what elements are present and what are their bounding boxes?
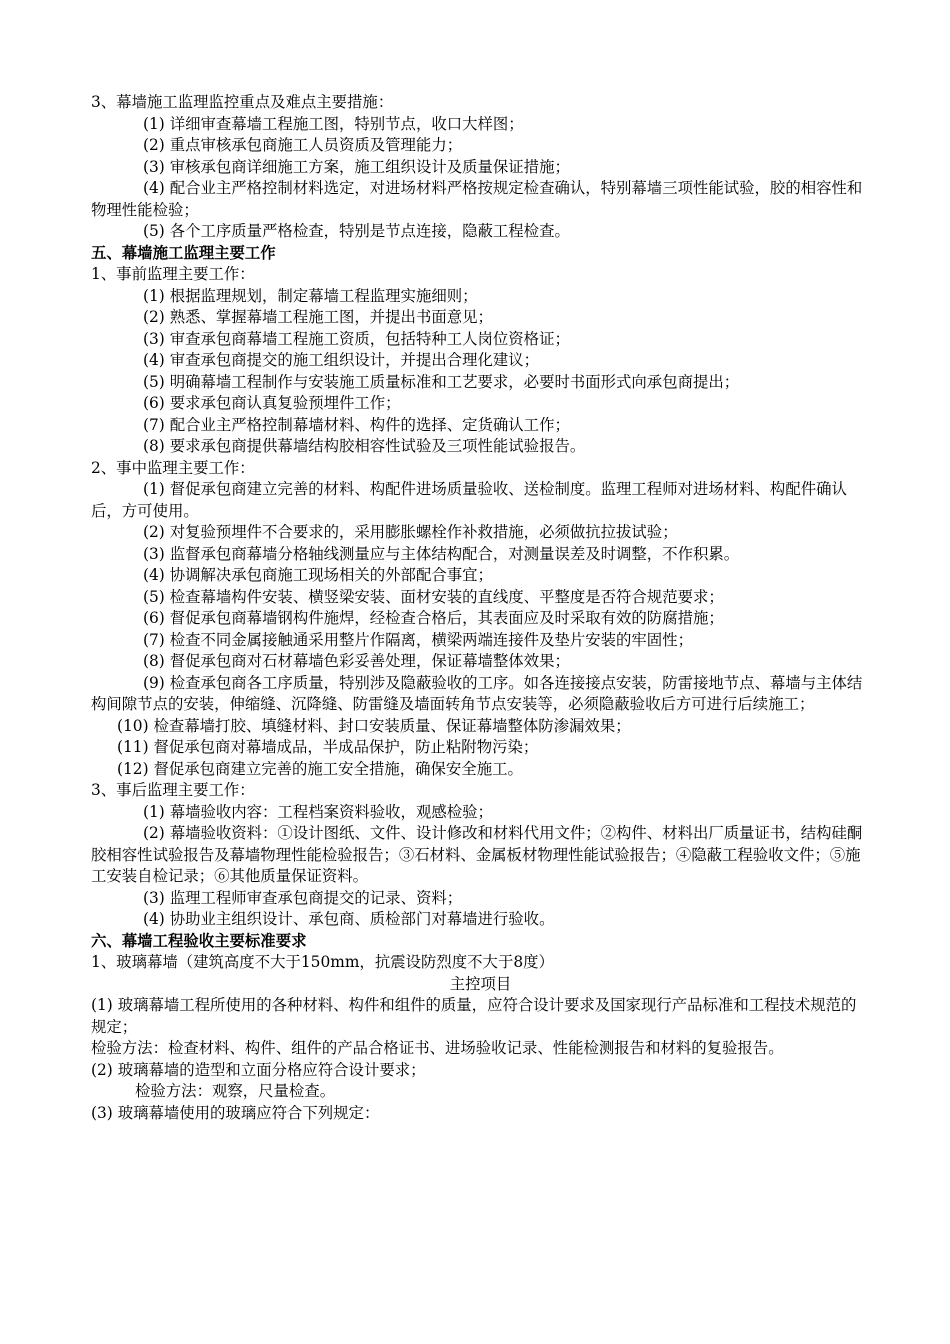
paragraph: (5) 明确幕墙工程制作与安装施工质量标准和工艺要求，必要时书面形式向承包商提出； (143, 372, 740, 391)
paragraph: 1、事前监理主要工作： (91, 265, 255, 283)
paragraph: (4) 协助业主组织设计、承包商、质检部门对幕墙进行验收。 (143, 910, 555, 928)
section-heading: 六、幕墙工程验收主要标准要求 (91, 931, 307, 950)
paragraph: (5) 各个工序质量严格检查，特别是节点连接，隐蔽工程检查。 (143, 222, 570, 240)
paragraph: (1) 玻璃幕墙工程所使用的各种材料、构件和组件的质量，应符合设计要求及国家现行产品标准和工程技术规范的规定； (91, 996, 857, 1036)
paragraph: (12) 督促承包商建立完善的施工安全措施，确保安全施工。 (117, 759, 523, 778)
paragraph: (3) 审查承包商幕墙工程施工资质，包括特种工人岗位资格证； (143, 329, 570, 348)
paragraph: (4) 协调解决承包商施工现场相关的外部配合事宜； (143, 566, 493, 584)
paragraph: (5) 检查幕墙构件安装、横竖梁安装、面材安装的直线度、平整度是否符合规范要求； (143, 587, 724, 606)
paragraph: (2) 玻璃幕墙的造型和立面分格应符合设计要求； (91, 1060, 426, 1079)
paragraph: (9) 检查承包商各工序质量，特别涉及隐蔽验收的工序。如各连接接点安装，防雷接地节点、幕墙与主体结构间隙节点的安装，伸缩缝、沉降缝、防雷缝及墙面转角节点安装等，必须隐蔽验收后方可进行后续施工； (91, 673, 863, 713)
paragraph: (2) 对复验预埋件不合要求的，采用膨胀螺栓作补救措施，必须做抗拉拔试验； (143, 523, 678, 541)
paragraph: 2、事中监理主要工作： (91, 458, 255, 477)
paragraph: (11) 督促承包商对幕墙成品，半成品保护，防止粘附物污染； (117, 738, 539, 756)
paragraph: (1) 根据监理规划，制定幕墙工程监理实施细则； (143, 286, 478, 305)
paragraph: (8) 督促承包商对石材幕墙色彩妥善处理，保证幕墙整体效果； (143, 652, 570, 670)
paragraph: (2) 熟悉、掌握幕墙工程施工图，并提出书面意见； (143, 308, 493, 326)
paragraph: (3) 玻璃幕墙使用的玻璃应符合下列规定： (91, 1103, 380, 1122)
section-heading: 五、幕墙施工监理主要工作 (91, 243, 276, 262)
paragraph: (2) 幕墙验收资料：①设计图纸、文件、设计修改和材料代用文件；②构件、材料出厂质量证书，结构硅酮胶相容性试验报告及幕墙物理性能检验报告；③石材料、金属板材物理性能试验报告；④隐蔽工程验收文件；⑤施工安装自检记录；⑥其他质量保证资料。 (91, 824, 863, 885)
paragraph: 1、玻璃幕墙（建筑高度不大于150mm，抗震设防烈度不大于8度） (91, 953, 554, 971)
paragraph: (7) 检查不同金属接触通采用整片作隔离，横梁两端连接件及垫片安装的牢固性； (143, 630, 693, 649)
paragraph: (10) 检查幕墙打胶、填缝材料、封口安装质量、保证幕墙整体防渗漏效果； (117, 716, 631, 735)
paragraph: (4) 审查承包商提交的施工组织设计，并提出合理化建议； (143, 351, 540, 369)
paragraph: (3) 监理工程师审查承包商提交的记录、资料； (143, 888, 463, 907)
paragraph: (1) 详细审查幕墙工程施工图，特别节点，收口大样图； (143, 114, 524, 133)
paragraph: (8) 要求承包商提供幕墙结构胶相容性试验及三项性能试验报告。 (143, 437, 586, 455)
paragraph: 检验方法：检查材料、构件、组件的产品合格证书、进场验收记录、性能检测报告和材料的复验报告。 (91, 1039, 784, 1057)
subheading: 主控项目 (449, 974, 512, 993)
paragraph: (6) 督促承包商幕墙钢构件施焊，经检查合格后，其表面应及时采取有效的防腐措施； (143, 609, 724, 627)
paragraph: (7) 配合业主严格控制幕墙材料、构件的选择、定货确认工作； (143, 415, 570, 434)
paragraph: (4) 配合业主严格控制材料选定，对进场材料严格按规定检查确认，特别幕墙三项性能试验，胶的相容性和物理性能检验； (91, 179, 863, 219)
paragraph: 3、事后监理主要工作： (91, 781, 255, 799)
paragraph: (3) 审核承包商详细施工方案，施工组织设计及质量保证措施； (143, 157, 570, 176)
paragraph: (6) 要求承包商认真复验预埋件工作； (143, 394, 401, 412)
paragraph: 3、幕墙施工监理监控重点及难点主要措施： (91, 93, 394, 111)
paragraph: (1) 督促承包商建立完善的材料、构配件进场质量验收、送检制度。监理工程师对进场材料、构配件确认后，方可使用。 (91, 480, 847, 520)
paragraph: 检验方法：观察，尺量检查。 (135, 1082, 336, 1100)
paragraph: (1) 幕墙验收内容：工程档案资料验收，观感检验； (143, 802, 493, 821)
paragraph: (2) 重点审核承包商施工人员资质及管理能力； (143, 136, 463, 154)
paragraph: (3) 监督承包商幕墙分格轴线测量应与主体结构配合，对测量误差及时调整，不作积累。 (143, 544, 740, 563)
